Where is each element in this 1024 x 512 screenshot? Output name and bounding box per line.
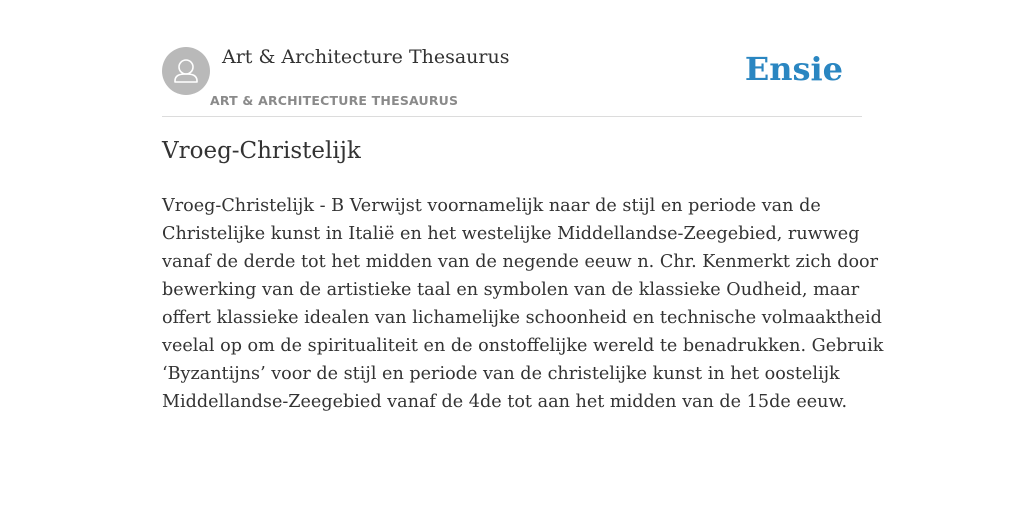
entry-body-line: vanaf de derde tot het midden van de negende eeuw n. Chr. Kenmerkt zich door (162, 252, 879, 272)
entry-body-line: offert klassieke idealen van lichamelijke schoonheid en technische volmaaktheid (162, 308, 882, 328)
entry-body (162, 192, 884, 416)
source-title[interactable]: Art & Architecture Thesaurus (222, 46, 510, 68)
avatar[interactable] (162, 47, 210, 95)
entry-title: Vroeg-Christelijk (162, 138, 361, 164)
entry-body-line: Middellandse-Zeegebied vanaf de 4de tot aan het midden van de 15de eeuw. (162, 392, 848, 412)
entry-body-line: veelal op om de spiritualiteit en de onstoffelijke wereld te benadrukken. Gebruik (162, 336, 884, 356)
source-header (162, 38, 862, 117)
entry-body-line: ‘Byzantijns’ voor de stijl en periode van de christelijke kunst in het oostelijk (162, 364, 840, 384)
entry-body-line: bewerking van de artistieke taal en symbolen van de klassieke Oudheid, maar (162, 280, 860, 300)
entry-body-line: Vroeg-Christelijk - B Verwijst voornamelijk naar de stijl en periode van de (162, 196, 821, 216)
user-icon (162, 47, 210, 95)
ensie-logo-link[interactable]: Ensie (744, 50, 843, 88)
entry-body-line: Christelijke kunst in Italië en het westelijke Middellandse-Zeegebied, ruwweg (162, 224, 860, 244)
source-subtitle[interactable]: ART & ARCHITECTURE THESAURUS (210, 93, 459, 108)
